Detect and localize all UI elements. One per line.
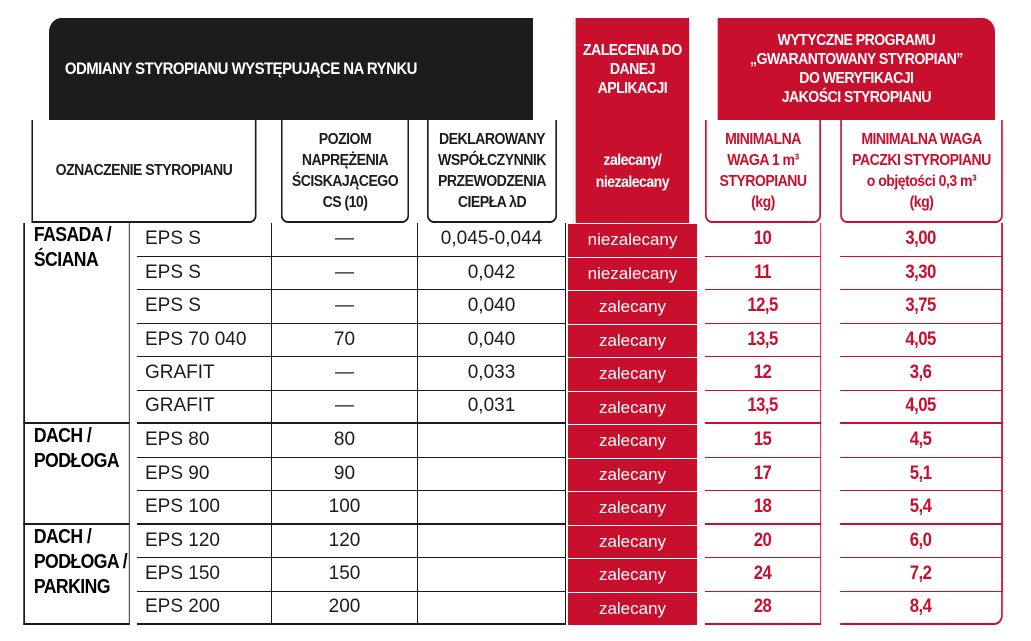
min-weight-cell: 20 — [705, 525, 821, 559]
header-line: STYROPIANU — [719, 172, 807, 190]
group-label-line: DACH / — [33, 425, 92, 447]
lambda-cell — [418, 491, 566, 525]
col-pack-weight — [840, 120, 1003, 223]
group-label-line: PODŁOGA — [33, 450, 120, 472]
min-weight-cell: 17 — [705, 458, 821, 492]
pack-weight-cell: 5,4 — [840, 491, 1003, 525]
recommendation-cell: zalecany — [566, 357, 697, 391]
header-line: PACZKI STYROPIANU — [852, 151, 991, 169]
recommendation-cell: zalecany — [566, 391, 697, 425]
header-line: MINIMALNA — [725, 130, 801, 148]
type-cell: EPS 80 — [137, 424, 272, 458]
lambda-cell — [418, 592, 566, 626]
lambda-cell: 0,042 — [418, 257, 566, 291]
min-weight-cell: 11 — [705, 257, 821, 291]
recommendation-cell: zalecany — [566, 592, 697, 626]
type-cell: GRAFIT — [137, 357, 272, 391]
cs-cell: 100 — [272, 491, 418, 525]
min-weight-cell: 13,5 — [705, 391, 821, 425]
lambda-cell — [418, 558, 566, 592]
type-cell: EPS S — [137, 223, 272, 257]
min-weight-cell: 12,5 — [705, 290, 821, 324]
pack-weight-cell: 3,30 — [840, 257, 1003, 291]
min-weight-cell: 28 — [705, 592, 821, 626]
header-line: DO WERYFIKACJI — [799, 70, 914, 87]
header-line: „GWARANTOWANY STYROPIAN” — [749, 51, 963, 68]
lambda-cell — [418, 424, 566, 458]
cs-cell: — — [272, 223, 418, 257]
type-cell: EPS 200 — [137, 592, 272, 626]
header-line: JAKOŚCI STYROPIANU — [781, 89, 932, 106]
pack-weight-cell: 3,00 — [840, 223, 1003, 257]
header-line: POZIOM — [318, 130, 372, 148]
pack-weight-cell: 4,05 — [840, 391, 1003, 425]
pack-weight-cell: 7,2 — [840, 558, 1003, 592]
group-label — [23, 424, 129, 525]
cs-cell: — — [272, 357, 418, 391]
cs-cell: 150 — [272, 558, 418, 592]
header-line: WYTYCZNE PROGRAMU — [777, 32, 936, 49]
col-min-weight — [705, 120, 821, 223]
min-weight-cell: 15 — [705, 424, 821, 458]
header-line: CIEPŁA λD — [457, 193, 527, 211]
group-label-line: PODŁOGA / — [33, 550, 128, 573]
lambda-cell: 0,045-0,044 — [418, 223, 566, 257]
col-designation: OZNACZENIE STYROPIANU — [31, 120, 256, 223]
recommendation-cell: zalecany — [566, 290, 697, 324]
header-line: niezalecany — [595, 173, 669, 191]
lambda-cell: 0,033 — [418, 357, 566, 391]
pack-weight-cell: 3,75 — [840, 290, 1003, 324]
recommendation-cell: niezalecany — [566, 257, 697, 291]
col-recommend — [574, 120, 689, 223]
header-line: (kg) — [909, 193, 934, 211]
type-cell: EPS 120 — [137, 525, 272, 559]
recommendation-cell: zalecany — [566, 424, 697, 458]
type-cell: EPS 70 040 — [137, 324, 272, 358]
recommendation-cell: zalecany — [566, 558, 697, 592]
cs-cell: 120 — [272, 525, 418, 559]
cs-cell: — — [272, 257, 418, 291]
type-cell: EPS 100 — [137, 491, 272, 525]
market-title: ODMIANY STYROPIANU WYSTĘPUJĄCE NA RYNKU — [49, 18, 533, 120]
group-label-line: DACH / — [33, 525, 92, 548]
recommendation-cell: zalecany — [566, 458, 697, 492]
lambda-cell: 0,040 — [418, 290, 566, 324]
pack-weight-cell: 4,05 — [840, 324, 1003, 358]
recommendation-cell: zalecany — [566, 525, 697, 559]
pack-weight-cell: 5,1 — [840, 458, 1003, 492]
min-weight-cell: 10 — [705, 223, 821, 257]
lambda-cell — [418, 525, 566, 559]
recommendation-cell: zalecany — [566, 491, 697, 525]
pack-weight-cell: 6,0 — [840, 525, 1003, 559]
header-line: MINIMALNA WAGA — [861, 130, 982, 148]
header-line: NAPRĘŻENIA — [301, 151, 389, 169]
cs-cell: 200 — [272, 592, 418, 626]
header-line: zalecany/ — [603, 151, 662, 169]
col-lambda — [427, 120, 557, 223]
type-cell: EPS 90 — [137, 458, 272, 492]
lambda-cell — [418, 458, 566, 492]
header-line: o objętości 0,3 m³ — [866, 172, 977, 190]
cs-cell: 80 — [272, 424, 418, 458]
header-line: WSPÓŁCZYNNIK — [438, 151, 546, 169]
cs-cell: 90 — [272, 458, 418, 492]
header-line: (kg) — [751, 193, 775, 211]
min-weight-cell: 13,5 — [705, 324, 821, 358]
type-cell: GRAFIT — [137, 391, 272, 425]
header-line: WAGA 1 m³ — [727, 151, 799, 169]
cs-cell: 70 — [272, 324, 418, 358]
header-line: DEKLAROWANY — [438, 130, 546, 148]
group-label — [23, 223, 129, 424]
group-label-line: PARKING — [33, 575, 110, 598]
group-label — [23, 525, 129, 626]
min-weight-cell: 18 — [705, 491, 821, 525]
program-title — [716, 18, 995, 120]
recommendation-title: ZALECENIA DO DANEJ APLIKACJI — [574, 18, 689, 120]
header-line: CS (10) — [322, 193, 368, 211]
styrofoam-table — [16, 18, 1014, 625]
cs-cell: — — [272, 290, 418, 324]
pack-weight-cell: 4,5 — [840, 424, 1003, 458]
header-line: PRZEWODZENIA — [438, 172, 546, 190]
min-weight-cell: 24 — [705, 558, 821, 592]
lambda-cell: 0,040 — [418, 324, 566, 358]
min-weight-cell: 12 — [705, 357, 821, 391]
recommendation-cell: zalecany — [566, 324, 697, 358]
type-cell: EPS S — [137, 290, 272, 324]
type-cell: EPS 150 — [137, 558, 272, 592]
pack-weight-cell: 3,6 — [840, 357, 1003, 391]
pack-weight-cell: 8,4 — [840, 592, 1003, 626]
lambda-cell: 0,031 — [418, 391, 566, 425]
recommendation-cell: niezalecany — [566, 223, 697, 257]
header-line: ŚCISKAJĄCEGO — [291, 172, 399, 190]
group-label-line: FASADA / — [33, 224, 112, 246]
col-cs — [281, 120, 409, 223]
type-cell: EPS S — [137, 257, 272, 291]
cs-cell: — — [272, 391, 418, 425]
group-label-line: ŚCIANA — [33, 249, 99, 271]
